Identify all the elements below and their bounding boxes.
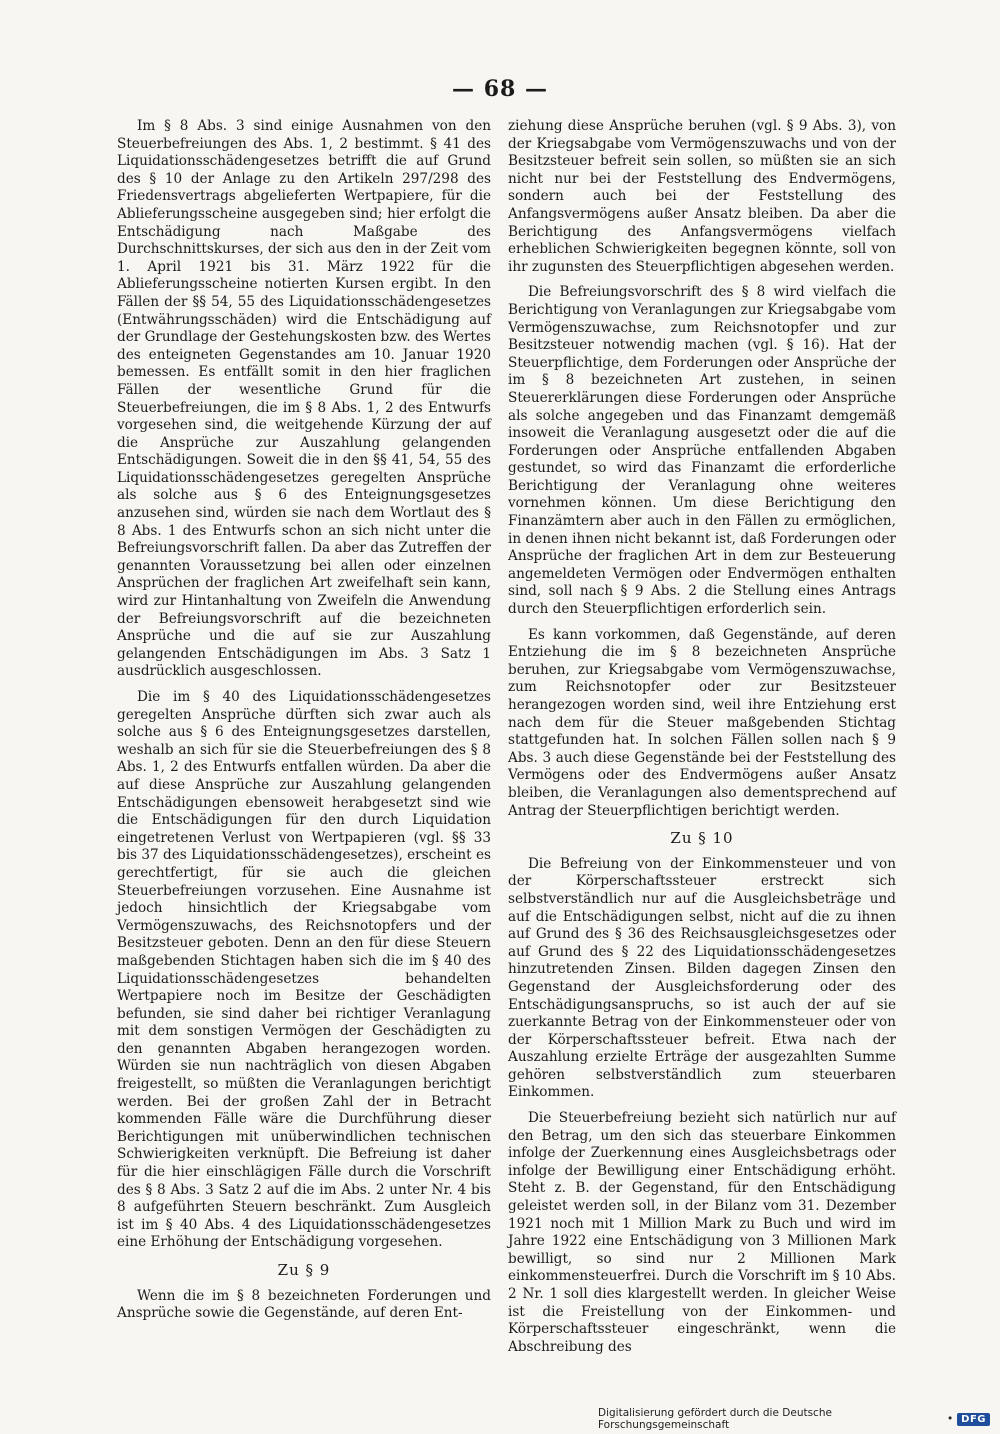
footer-text: Digitalisierung gefördert durch die Deutsche Forschungsgemeinschaft: [598, 1407, 832, 1431]
paragraph: Die Steuerbefreiung bezieht sich natürlich nur auf den Betrag, um den sich das steuerbare Einkommen infolge der Zuerkennung eines Ausgleichsbetrags oder infolge der Bewilligung einer Entschädigung erhöht. Steht z. B. der Gegenstand, für den Entschädigung geleistet werden soll, in der Bilanz vom 31. Dezember 1921 noch mit 1 Million Mark zu Buch und wird im Jahre 1922 eine Entschädigung von 3 Millionen Mark bewilligt, so sind nur 2 Millionen Mark einkommensteuerfrei. Durch die Vorschrift im § 10 Abs. 2 Nr. 1 soll dies klargestellt werden. In gleicher Weise ist die Freistellung von der Einkommen- und Körperschaftssteuer eingeschränkt, wenn die Abschreibung des: [508, 1110, 896, 1355]
section-heading: Zu § 9: [277, 1261, 331, 1279]
paragraph: Die Befreiungsvorschrift des § 8 wird vielfach die Berichtigung von Veranlagungen zur Kriegsabgabe vom Vermögenszuwachse, zum Reichsnotopfer und zur Besitzsteuer notwendig machen (vgl. § 16). Hat der Steuerpflichtige, dem Forderungen oder Ansprüche der im § 8 bezeichneten Art zustehen, in seinen Steuererklärungen diese Forderungen oder Ansprüche als solche angegeben und das Finanzamt demgemäß insoweit die Veranlagung ausgesetzt oder die auf die Forderungen oder Ansprüche entfallenden Abgaben gestundet, so wird das Finanzamt die erforderliche Berichtigung der Veranlagung ohne weiteres vornehmen können. Um diese Berichtigung den Finanzämtern aber auch in den Fällen zu ermöglichen, in denen ihnen nicht bekannt ist, daß Forderungen oder Ansprüche der fraglichen Art in dem zur Besteuerung angemeldeten Vermögen oder Endvermögen enthalten sind, soll nach § 9 Abs. 2 die Stellung eines Antrags durch den Steuerpflichtigen erforderlich sein.: [508, 284, 896, 618]
footer: [598, 1407, 990, 1431]
paragraph: Die Befreiung von der Einkommensteuer und von der Körperschaftssteuer erstreckt sich selbstverständlich nur auf die Ausgleichsbeträge und auf die Entschädigungen selbst, nicht auf die zu ihnen auf Grund des § 36 des Reichsausgleichsgesetzes oder auf Grund des § 22 des Liquidationsschädengesetzes hinzutretenden Zinsen. Bilden dagegen Zinsen den Gegenstand der Ausgleichsforderung oder des Entschädigungsanspruchs, so ist auch der auf sie zuerkannte Betrag von der Einkommensteuer oder von der Körperschaftssteuer befreit. Etwa nach der Auszahlung erzielte Erträge der ausgezahlten Summe gehören selbstverständlich zum steuerbaren Einkommen.: [508, 855, 896, 1101]
paragraph: Es kann vorkommen, daß Gegenstände, auf deren Entziehung die im § 8 bezeichneten Ansprüche beruhen, zur Kriegsabgabe vom Vermögenszuwachse, zum Reichsnotopfer oder zur Besitzsteuer herangezogen worden sind, weil ihre Entziehung erst nach dem für die Steuer maßgebenden Stichtag stattgefunden hat. In solchen Fällen sollen nach § 9 Abs. 3 auch diese Gegenstände bei der Feststellung des Vermögens oder des Endvermögens außer Ansatz bleiben, die Veranlagungen also dementsprechend auf Antrag der Steuerpflichtigen berichtigt werden.: [508, 626, 896, 819]
page-number: — 68 —: [452, 76, 548, 102]
paragraph: Im § 8 Abs. 3 sind einige Ausnahmen von den Steuerbefreiungen des Abs. 1, 2 bestimmt. § 41 des Liquidationsschädengesetzes betrifft die auf Grund des § 10 der Anlage zu den Artikeln 297/298 des Friedensvertrags abgelieferten Wertpapiere, für die Ablieferungsscheine ausgegeben sind; hier erfolgt die Entschädigung nach Maßgabe des Durchschnittskurses, der sich aus den in der Zeit vom 1. April 1921 bis 31. März 1922 für die Ablieferungsscheine notierten Kursen ergibt. In den Fällen der §§ 54, 55 des Liquidationsschädengesetzes (Entwährungsschäden) wird die Entschädigung auf der Grundlage der Gestehungskosten bzw. des Wertes des enteigneten Gegenstandes am 10. Januar 1920 bemessen. Es entfällt somit in den hier fraglichen Fällen der wesentliche Grund für die Steuerbefreiungen, die im § 8 Abs. 1, 2 des Entwurfs vorgesehen sind, die weitgehende Kürzung der auf die Ansprüche zur Auszahlung gelangenden Entschädigungen. Soweit die in den §§ 41, 54, 55 des Liquidationsschädengesetzes geregelten Ansprüche als solche aus § 6 des Enteignungsgesetzes anzusehen sind, würden sie nach dem Wortlaut des § 8 Abs. 1 des Entwurfs schon an sich nicht unter die Befreiungsvorschrift fallen. Da aber das Zutreffen der genannten Voraussetzung bei allen oder einzelnen Ansprüchen der fraglichen Art zweifelhaft sein kann, wird zur Hintanhaltung von Zweifeln die Anwendung der Befreiungsvorschrift auf die bezeichneten Ansprüche und die auf sie zur Auszahlung gelangenden Entschädigungen im Abs. 3 Satz 1 ausdrücklich ausgeschlossen.: [117, 118, 491, 680]
footer-separator: •: [946, 1413, 954, 1425]
paragraph: ziehung diese Ansprüche beruhen (vgl. § 9 Abs. 3), von der Kriegsabgabe vom Vermögenszuwachs und von der Besitzsteuer befreit sein sollen, so müßten sie an sich nicht nur bei der Feststellung des Endvermögens, sondern auch bei der Feststellung des Anfangsvermögens außer Ansatz bleiben. Da aber die Berichtigung des Anfangsvermögens vielfach erheblichen Schwierigkeiten begegnen könnte, soll von ihr zugunsten des Steuerpflichtigen abgesehen werden.: [508, 118, 896, 275]
section-heading: Zu § 10: [670, 829, 734, 848]
left-column: [117, 118, 491, 1331]
paragraph: Die im § 40 des Liquidationsschädengesetzes geregelten Ansprüche dürften sich zwar auch als solche aus § 6 des Enteignungsgesetzes darstellen, weshalb an sich für sie die Steuerbefreiungen des § 8 Abs. 1, 2 des Entwurfs entfallen würden. Da aber die auf diese Ansprüche zur Auszahlung gelangenden Entschädigungen ebensoweit herabgesetzt sind wie die Entschädigungen für den durch Liquidation eingetretenen Verlust von Wertpapieren (vgl. §§ 33 bis 37 des Liquidationsschädengesetzes), erscheint es gerechtfertigt, für sie auch die gleichen Steuerbefreiungen vorzusehen. Eine Ausnahme ist jedoch hinsichtlich der Kriegsabgabe vom Vermögenszuwachs, des Reichsnotopfers und der Besitzsteuer geboten. Denn an den für diese Steuern maßgebenden Stichtagen haben sich die im § 40 des Liquidationsschädengesetzes behandelten Wertpapiere noch im Besitze der Geschädigten befunden, sie sind daher bei richtiger Veranlagung mit dem sonstigen Vermögen der Geschädigten zu den genannten Abgaben herangezogen worden. Würden sie nun nachträglich von diesen Abgaben freigestellt, so müßten die Veranlagungen berichtigt werden. Bei der großen Zahl der in Betracht kommenden Fälle wäre die Durchführung dieser Berichtigungen mit unüberwindlichen technischen Schwierigkeiten verknüpft. Die Befreiung ist daher für die hier einschlägigen Fälle durch die Vorschrift des § 8 Abs. 3 Satz 2 auf die im Abs. 2 unter Nr. 4 bis 8 aufgeführten Steuern beschränkt. Zum Ausgleich ist im § 40 Abs. 4 des Liquidationsschädengesetzes eine Erhöhung der Entschädigung vorgesehen.: [117, 689, 491, 1251]
paragraph: Wenn die im § 8 bezeichneten Forderungen und Ansprüche sowie die Gegenstände, auf deren Ent-: [117, 1287, 491, 1322]
right-column: [508, 118, 896, 1364]
dfg-logo: DFG: [957, 1413, 990, 1426]
